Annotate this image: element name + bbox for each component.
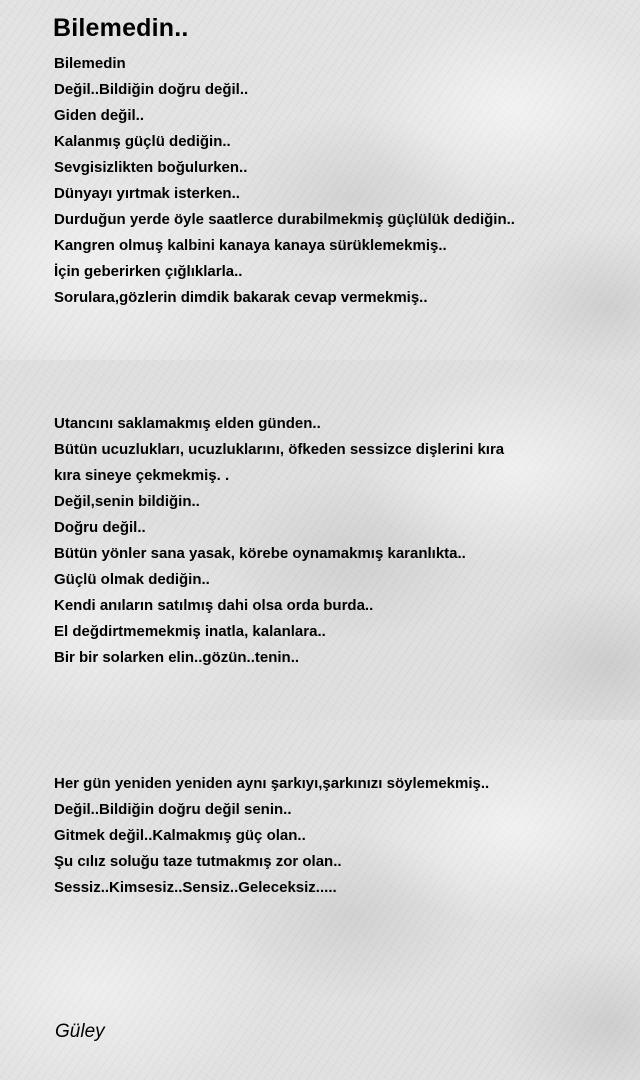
poem-author: Güley (55, 1021, 105, 1042)
poem-line: kıra sineye çekmekmiş. . (54, 467, 230, 484)
poem-line: Doğru değil.. (54, 519, 146, 536)
poem-title: Bilemedin.. (53, 14, 189, 42)
poem-line: Bütün ucuzlukları, ucuzluklarını, öfkeden sessizce dişlerini kıra (54, 441, 505, 458)
poem-line: Güçlü olmak dediğin.. (54, 571, 210, 588)
stanza-1 (54, 51, 515, 311)
poem-line: El değdirtmemekmiş inatla, kalanlara.. (54, 623, 326, 640)
poem-line: Değil..Bildiğin doğru değil senin.. (54, 801, 292, 818)
poem-line: Bir bir solarken elin..gözün..tenin.. (54, 649, 300, 666)
poem-line: Sevgisizlikten boğulurken.. (54, 159, 248, 176)
stanza-2 (54, 411, 504, 671)
poem-line: Durduğun yerde öyle saatlerce durabilmekmiş güçlülük dediğin.. (54, 211, 515, 228)
poem-line: Kendi anıların satılmış dahi olsa orda burda.. (54, 597, 374, 614)
poem-line: Utancını saklamakmış elden günden.. (54, 415, 321, 432)
poem-line: Değil..Bildiğin doğru değil.. (54, 81, 249, 98)
poem-line: Bilemedin (54, 55, 126, 72)
poem-line: Şu cılız soluğu taze tutmakmış zor olan.. (54, 853, 342, 870)
poem-line: Her gün yeniden yeniden aynı şarkıyı,şarkınızı söylemekmiş.. (54, 775, 490, 792)
poem-line: İçin geberirken çığlıklarla.. (54, 263, 243, 280)
poem-line: Sessiz..Kimsesiz..Sensiz..Geleceksiz..... (54, 879, 337, 896)
poem-line: Değil,senin bildiğin.. (54, 493, 200, 510)
poem-line: Dünyayı yırtmak isterken.. (54, 185, 240, 202)
poem-line: Giden değil.. (54, 107, 145, 124)
poem-line: Kangren olmuş kalbini kanaya kanaya sürüklemekmiş.. (54, 237, 447, 254)
poem-line: Kalanmış güçlü dediğin.. (54, 133, 231, 150)
poem-line: Gitmek değil..Kalmakmış güç olan.. (54, 827, 306, 844)
stanza-3 (54, 771, 489, 901)
poem-line: Bütün yönler sana yasak, körebe oynamakmış karanlıkta.. (54, 545, 466, 562)
poem-line: Sorulara,gözlerin dimdik bakarak cevap vermekmiş.. (54, 289, 428, 306)
